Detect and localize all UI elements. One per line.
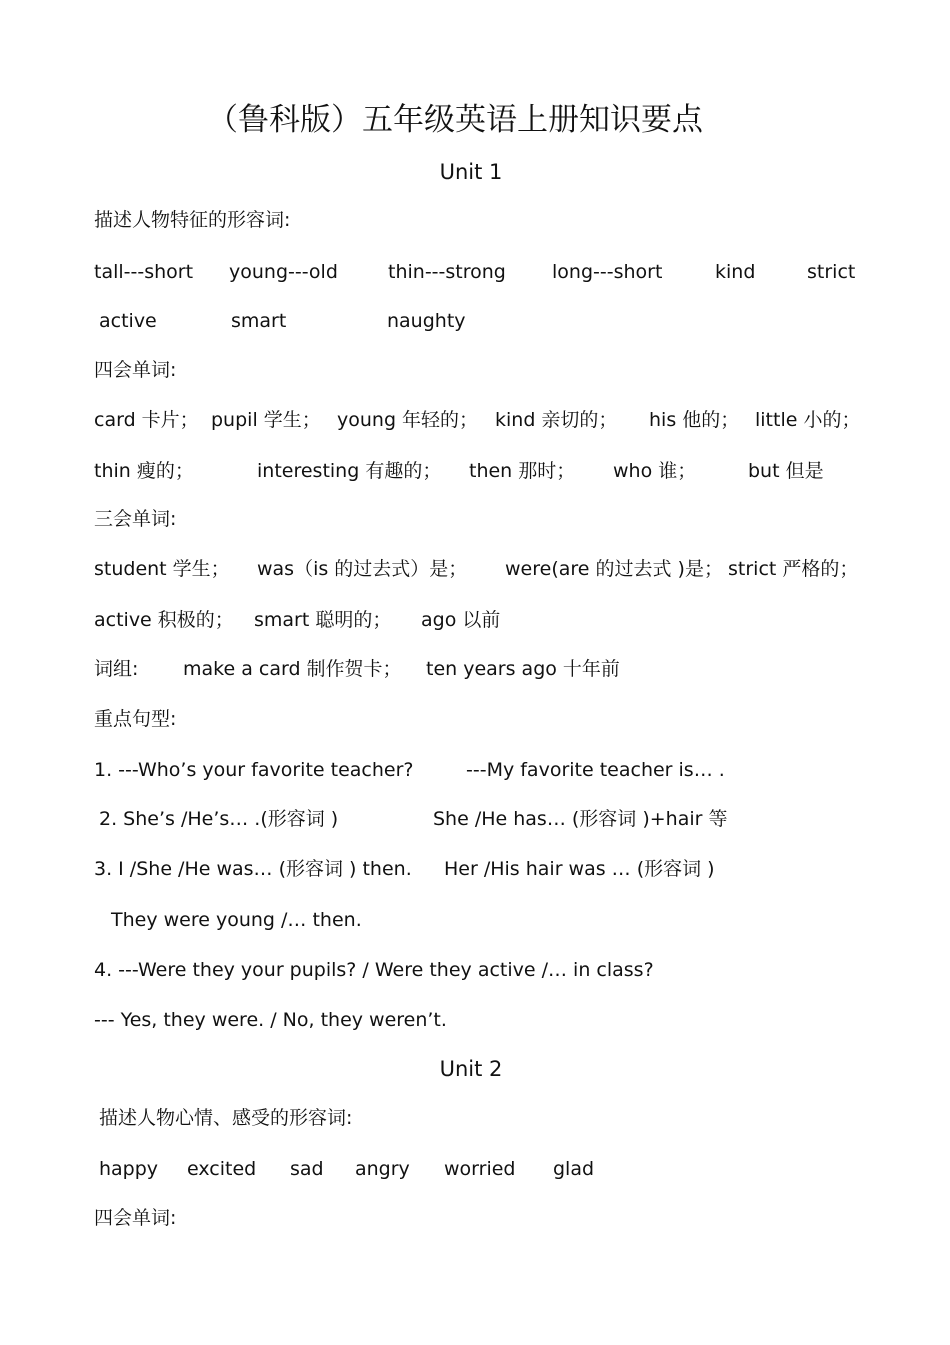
vocab-item: card 卡片； xyxy=(94,409,199,431)
sentence: Her /His hair was … (形容词 ) xyxy=(444,858,715,880)
adj-word: smart xyxy=(231,310,287,332)
vocab-item: but 但是 xyxy=(748,460,824,482)
phrase-label: 词组: xyxy=(94,658,139,680)
three-skill-label: 三会单词: xyxy=(94,508,177,530)
adj-word: thin---strong xyxy=(388,261,506,283)
vocab-item: little 小的； xyxy=(755,409,861,431)
vocab-item: kind 亲切的； xyxy=(495,409,618,431)
vocab-item: then 那时； xyxy=(469,460,576,482)
page-title: （鲁科版）五年级英语上册知识要点 xyxy=(207,102,703,138)
vocab-item: young 年轻的； xyxy=(337,409,479,431)
sentence: 3. I /She /He was… (形容词 ) then. xyxy=(94,858,412,880)
sentence: 4. ---Were they your pupils? / Were they active /… in class? xyxy=(94,959,654,981)
sentence: 1. ---Who’s your favorite teacher? xyxy=(94,759,414,781)
sentence: She /He has… (形容词 )+hair 等 xyxy=(433,808,728,830)
adj-word: kind xyxy=(715,261,756,283)
phrase-item: make a card 制作贺卡； xyxy=(183,658,402,680)
vocab-item: his 他的； xyxy=(649,409,740,431)
adj-word: long---short xyxy=(552,261,663,283)
adj-word: glad xyxy=(553,1158,595,1180)
adj-word: active xyxy=(99,310,157,332)
adj-word: worried xyxy=(444,1158,516,1180)
vocab-item: pupil 学生； xyxy=(211,409,321,431)
adj-label: 描述人物心情、感受的形容词: xyxy=(99,1107,353,1129)
vocab-item: were(are 的过去式 )是； xyxy=(505,558,723,580)
sentence: --- Yes, they were. / No, they weren’t. xyxy=(94,1009,447,1031)
sentence: ---My favorite teacher is… . xyxy=(466,759,725,781)
sentence: 2. She’s /He’s… .(形容词 ) xyxy=(99,808,339,830)
vocab-item: interesting 有趣的； xyxy=(257,460,442,482)
vocab-item: thin 瘦的； xyxy=(94,460,194,482)
adj-word: excited xyxy=(187,1158,257,1180)
adj-word: angry xyxy=(355,1158,410,1180)
adj-word: sad xyxy=(290,1158,324,1180)
four-skill-label: 四会单词: xyxy=(94,1207,177,1229)
vocab-item: smart 聪明的； xyxy=(254,609,392,631)
sentence: They were young /… then. xyxy=(111,909,362,931)
vocab-item: strict 严格的； xyxy=(728,558,859,580)
vocab-item: ago 以前 xyxy=(421,609,501,631)
vocab-item: who 谁； xyxy=(613,460,697,482)
vocab-item: was（is 的过去式）是； xyxy=(257,558,468,580)
adj-label: 描述人物特征的形容词: xyxy=(94,209,291,231)
adj-word: tall---short xyxy=(94,261,194,283)
adj-word: strict xyxy=(807,261,856,283)
unit1-heading: Unit 1 xyxy=(439,160,503,184)
vocab-item: active 积极的； xyxy=(94,609,234,631)
four-skill-label: 四会单词: xyxy=(94,359,177,381)
adj-word: young---old xyxy=(229,261,338,283)
vocab-item: student 学生； xyxy=(94,558,230,580)
unit2-heading: Unit 2 xyxy=(439,1057,503,1081)
adj-word: happy xyxy=(99,1158,159,1180)
phrase-item: ten years ago 十年前 xyxy=(426,658,620,680)
key-sentences-label: 重点句型: xyxy=(94,708,177,730)
adj-word: naughty xyxy=(387,310,466,332)
